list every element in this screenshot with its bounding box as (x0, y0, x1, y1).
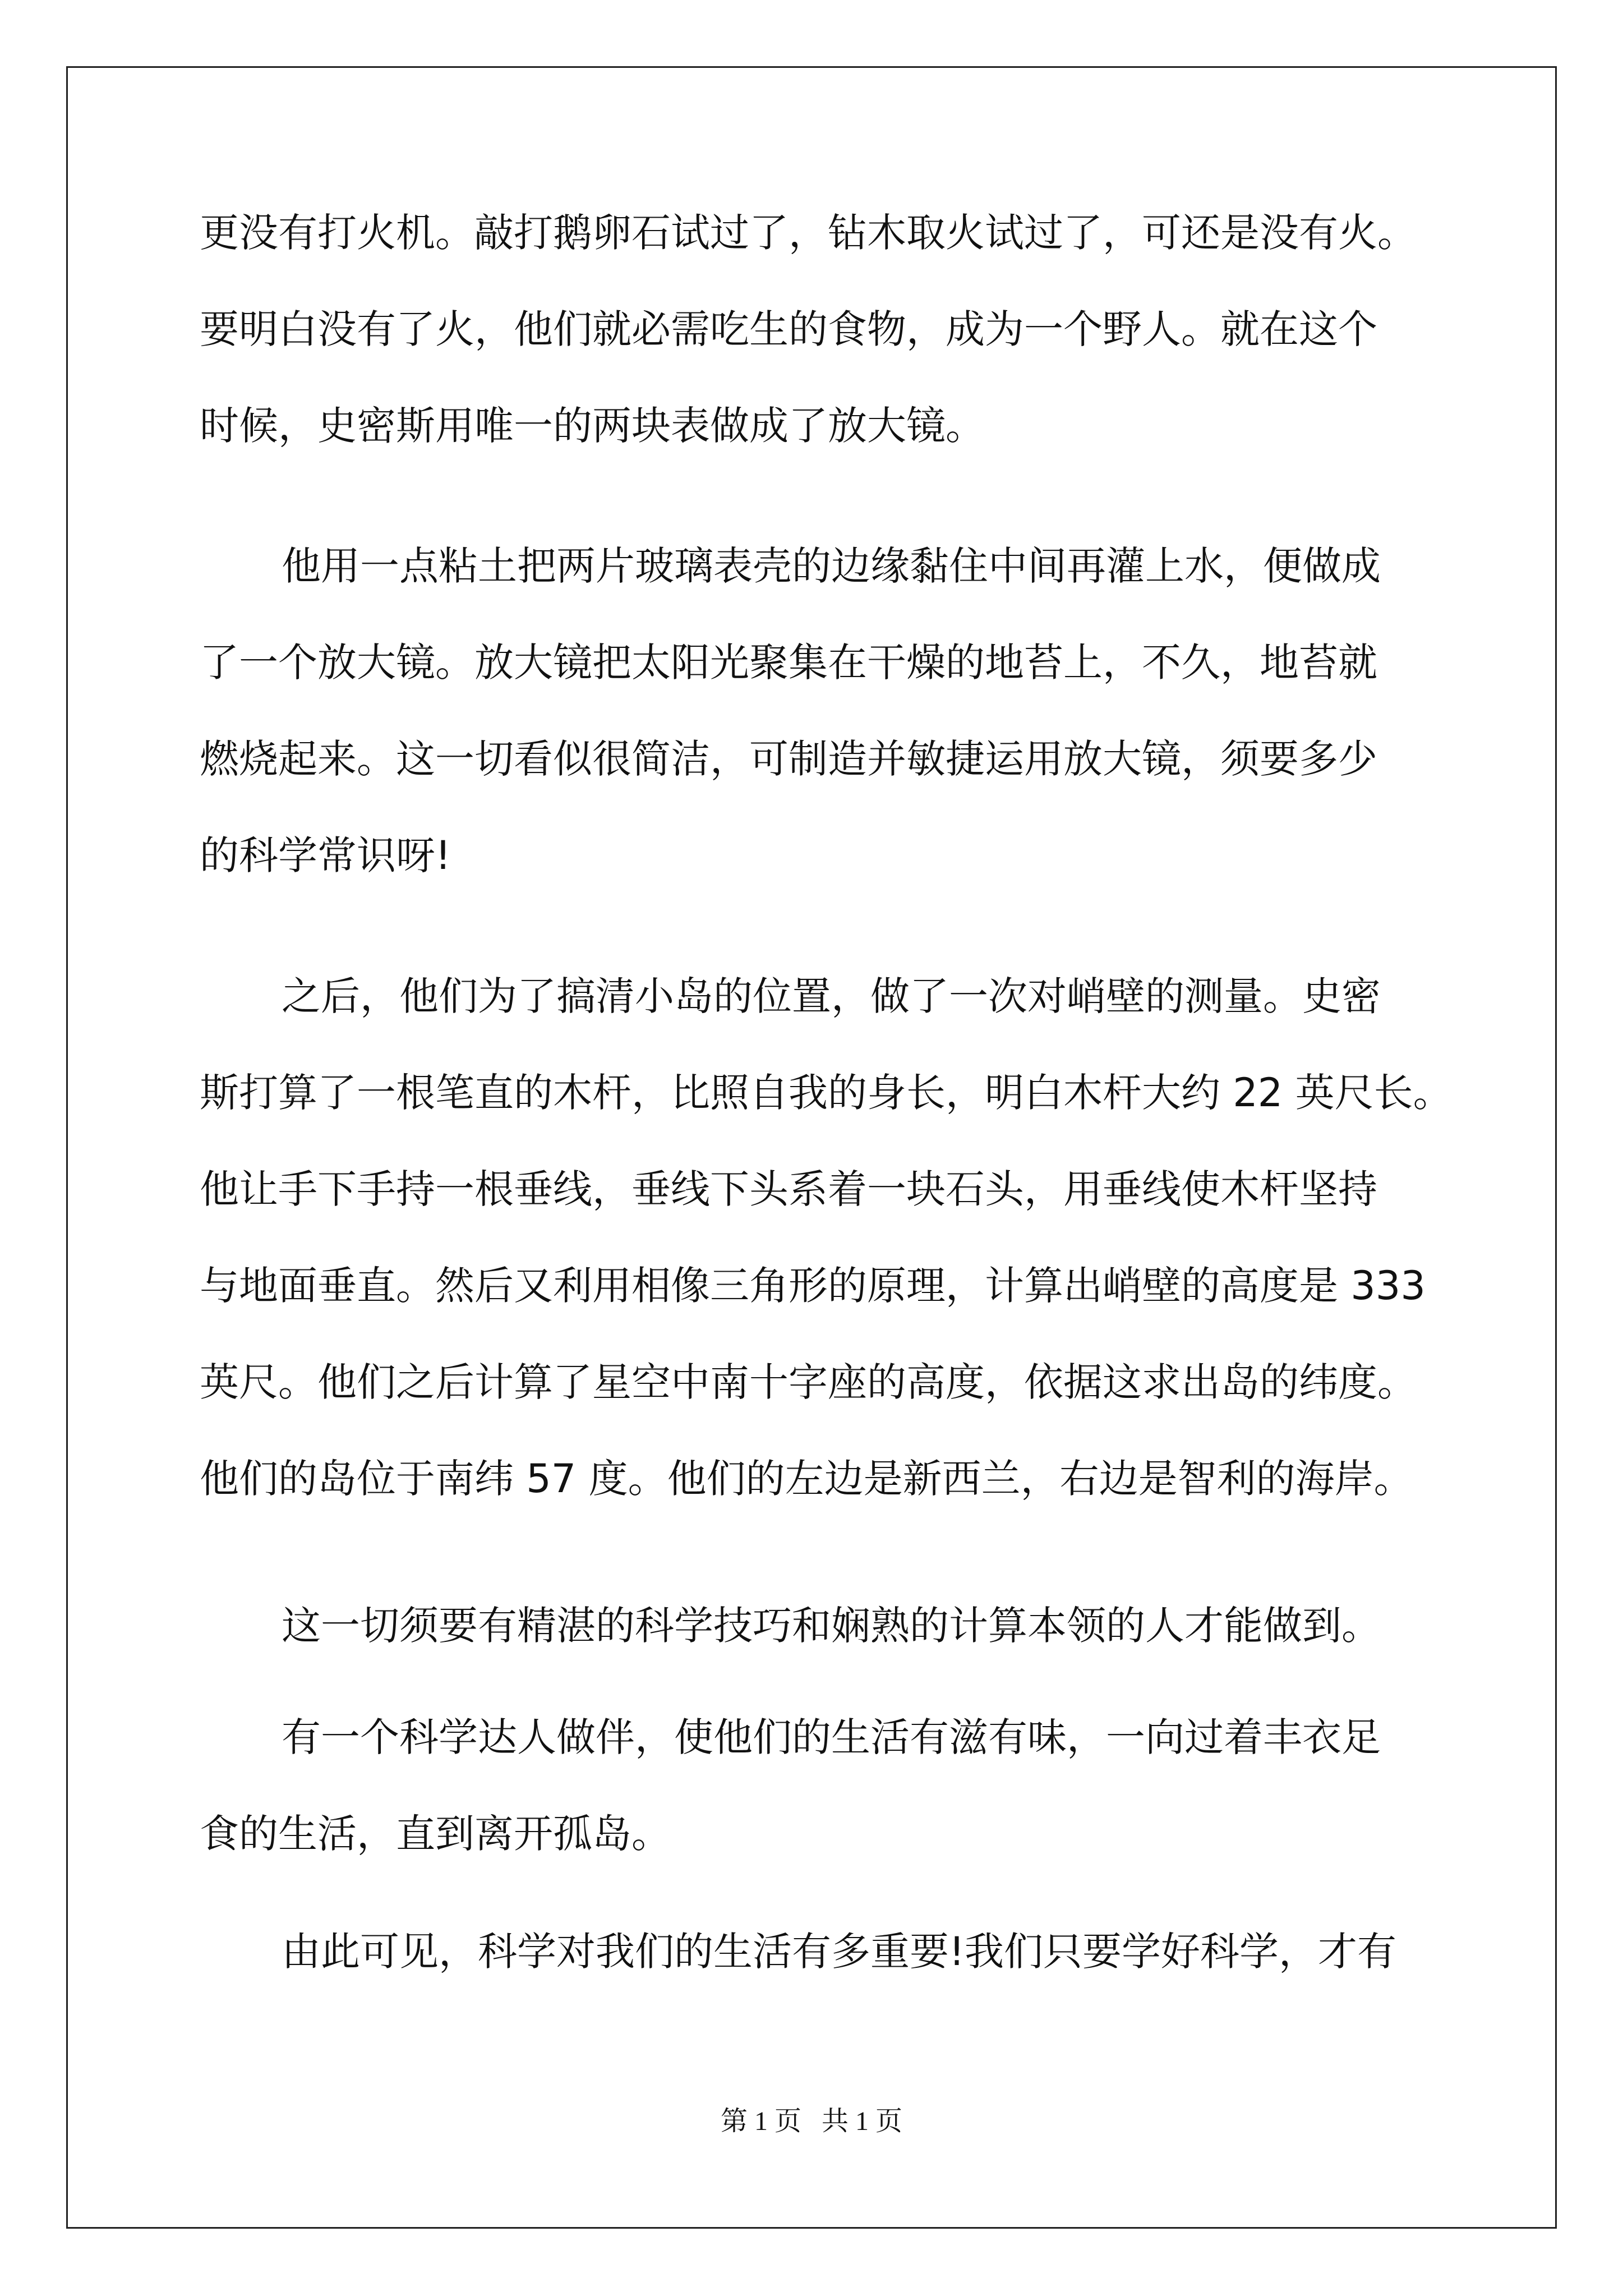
text-line: 之后，他们为了搞清小岛的位置，做了一次对峭壁的测量。史密 (282, 973, 1381, 1019)
text-line: 斯打算了一根笔直的木杆，比照自我的身长，明白木杆大约 22 英尺长。 (200, 1070, 1453, 1116)
page-border (66, 66, 1557, 2229)
text-line: 他让手下手持一根垂线，垂线下头系着一块石头，用垂线使木杆坚持 (200, 1166, 1377, 1212)
text-line: 他们的岛位于南纬 57 度。他们的左边是新西兰，右边是智利的海岸。 (200, 1456, 1413, 1502)
text-line: 他用一点粘土把两片玻璃表壳的边缘黏住中间再灌上水，便做成 (282, 543, 1381, 589)
text-line: 英尺。他们之后计算了星空中南十字座的高度，依据这求出岛的纬度。 (200, 1359, 1417, 1405)
text-line: 更没有打火机。敲打鹅卵石试过了，钻木取火试过了，可还是没有火。 (200, 210, 1417, 256)
text-line: 由此可见，科学对我们的生活有多重要!我们只要学好科学，才有 (282, 1929, 1397, 1975)
text-line: 与地面垂直。然后又利用相像三角形的原理，计算出峭壁的高度是 333 (200, 1263, 1426, 1309)
text-line: 时候，史密斯用唯一的两块表做成了放大镜。 (200, 403, 985, 449)
text-line: 食的生活，直到离开孤岛。 (200, 1811, 671, 1857)
text-line: 有一个科学达人做伴，使他们的生活有滋有味，一向过着丰衣足 (282, 1714, 1381, 1760)
text-line: 燃烧起来。这一切看似很简洁，可制造并敏捷运用放大镜，须要多少 (200, 736, 1377, 782)
text-line: 要明白没有了火，他们就必需吃生的食物，成为一个野人。就在这个 (200, 306, 1377, 352)
text-line: 了一个放大镜。放大镜把太阳光聚集在干燥的地苔上，不久，地苔就 (200, 639, 1377, 685)
text-line: 这一切须要有精湛的科学技巧和娴熟的计算本领的人才能做到。 (282, 1603, 1381, 1649)
page-footer: 第 1 页 共 1 页 (720, 2106, 902, 2136)
text-line: 的科学常识呀! (200, 832, 451, 878)
